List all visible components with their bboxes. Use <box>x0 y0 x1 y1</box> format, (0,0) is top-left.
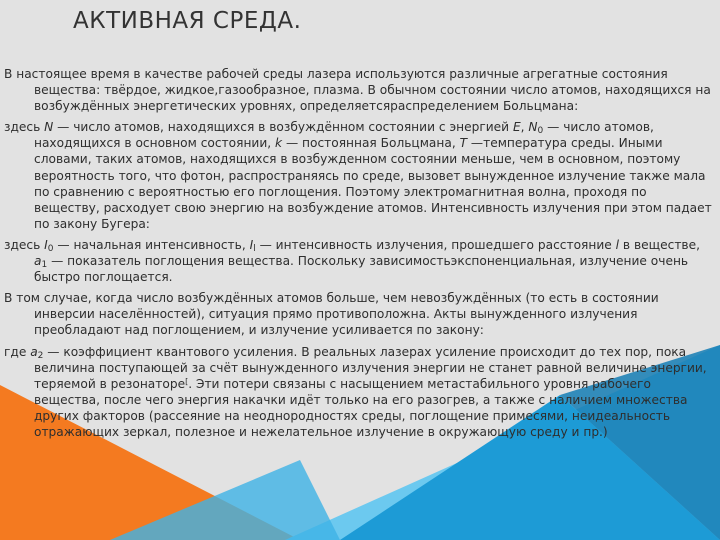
symbol-n: N <box>44 120 54 135</box>
symbol-i0: I <box>44 237 48 252</box>
symbol-il: I <box>249 237 254 252</box>
slide-title: АКТИВНАЯ СРЕДА. <box>73 8 302 34</box>
symbol-t: T <box>459 136 468 151</box>
paragraph-boltzmann: здесь N — число атомов, находящихся в возбуждённом состоянии с энергией E, $N_0$ — число атомов, находящихся в основном состоянии, k — постоянная Больцмана, T —температура среды. Иными словами, таких атомов, находящихся в возбужденном состоянии меньше, чем в основном, поэтому вероятность того, что фотон, распространяясь по среде, вызовет вынужденное излучение также мала по сравнению с вероятностью его поглощения. Поэтому электромагнитная волна, проходя по веществу, расходует свою энергию на возбуждение атомов. Интенсивность излучения при этом падает по закону Бугера: <box>4 120 712 231</box>
symbol-a2: a <box>30 344 38 359</box>
symbol-a1: a <box>34 254 42 269</box>
paragraph-bouguer: здесь $I_0$ — начальная интенсивность, $I_l$ — интенсивность излучения, прошедшего расстояние l в веществе, $a_1$ — показатель поглощения вещества. Поскольку зависимостьэкспоненциальная, излучение очень быстро поглощается. <box>4 237 700 285</box>
symbol-n0: N <box>528 120 538 135</box>
symbol-k: k <box>275 136 283 151</box>
paragraph-gain: где $a_2$ — коэффициент квантового усиления. В реальных лазерах усиление происходит до тех пор, пока величина поступающей за счёт вынужденного излучения энергии не станет равной величине энергии, теряемой в резонаторе[. Эти потери связаны с насыщением метастабильного уровня рабочего вещества, после чего энергия накачки идёт только на его разогрев, а также с наличием множества других факторов (рассеяние на неоднородностях среды, поглощение примесями, неидеальность отражающих зеркал, полезное и нежелательное излучение в окружающую среду и пр.) <box>4 344 707 439</box>
paragraph-intro: В настоящее время в качестве рабочей среды лазера используются различные агрегатные состояния вещества: твёрдое, жидкое,газообразное, плазма. В обычном состоянии число атомов, находящихся на возбуждённых энергетических уровнях, определяетсяраспределением Больцмана: <box>4 67 711 114</box>
symbol-e: E <box>512 120 521 135</box>
paragraph-inversion: В том случае, когда число возбуждённых атомов больше, чем невозбуждённых (то есть в состоянии инверсии населённостей), ситуация прямо противоположна. Акты вынужденного излучения преобладают над поглощением, и излучение усиливается по закону: <box>4 291 659 338</box>
symbol-l: l <box>615 237 620 252</box>
slide-body <box>4 66 716 445</box>
